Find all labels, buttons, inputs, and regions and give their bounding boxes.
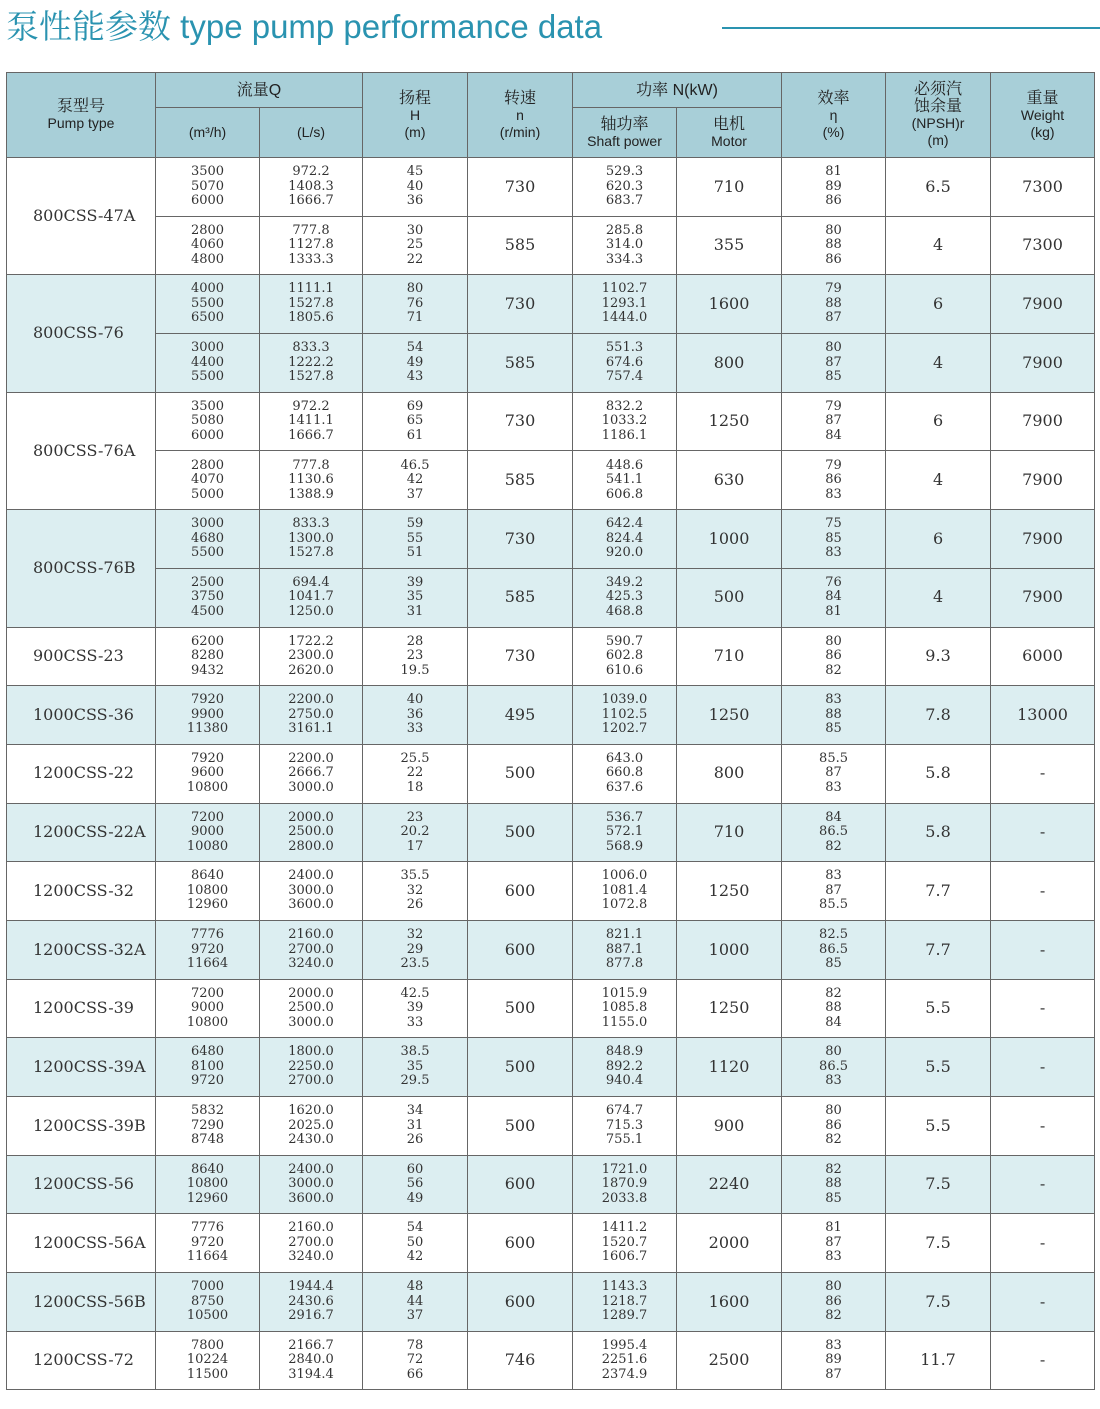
pump-model-cell: 1200CSS-56A bbox=[7, 1214, 156, 1273]
flow-ls-cell: 777.8 1127.8 1333.3 bbox=[260, 216, 363, 275]
head-cell: 69 65 61 bbox=[363, 392, 468, 451]
flow-m3h-cell: 4000 5500 6500 bbox=[156, 275, 260, 334]
weight-cell: 7900 bbox=[991, 334, 1095, 393]
pump-group bbox=[7, 510, 1095, 627]
table-row bbox=[7, 216, 1095, 275]
flow-ls-cell: 2400.0 3000.0 3600.0 bbox=[260, 1155, 363, 1214]
flow-m3h-cell: 3000 4680 5500 bbox=[156, 510, 260, 569]
flow-ls-cell: 1111.1 1527.8 1805.6 bbox=[260, 275, 363, 334]
npsh-cell: 5.5 bbox=[886, 979, 991, 1038]
weight-cell: - bbox=[991, 979, 1095, 1038]
speed-cell: 730 bbox=[468, 392, 573, 451]
efficiency-cell: 75 85 83 bbox=[782, 510, 886, 569]
head-cell: 28 23 19.5 bbox=[363, 627, 468, 686]
pump-group bbox=[7, 862, 1095, 921]
motor-cell: 1000 bbox=[677, 920, 782, 979]
pump-group bbox=[7, 1273, 1095, 1332]
flow-m3h-cell: 2800 4060 4800 bbox=[156, 216, 260, 275]
efficiency-cell: 85.5 87 83 bbox=[782, 744, 886, 803]
flow-ls-cell: 2000.0 2500.0 2800.0 bbox=[260, 803, 363, 862]
pump-group bbox=[7, 392, 1095, 509]
pump-model-cell: 1200CSS-56 bbox=[7, 1155, 156, 1214]
npsh-cell: 6 bbox=[886, 392, 991, 451]
shaft-power-cell: 821.1 887.1 877.8 bbox=[573, 920, 677, 979]
motor-cell: 2500 bbox=[677, 1331, 782, 1390]
flow-ls-cell: 1800.0 2250.0 2700.0 bbox=[260, 1038, 363, 1097]
shaft-power-cell: 1721.0 1870.9 2033.8 bbox=[573, 1155, 677, 1214]
table-row bbox=[7, 1038, 1095, 1097]
head-cell: 45 40 36 bbox=[363, 158, 468, 217]
weight-cell: - bbox=[991, 1097, 1095, 1156]
speed-cell: 500 bbox=[468, 803, 573, 862]
table-row bbox=[7, 686, 1095, 745]
motor-cell: 710 bbox=[677, 803, 782, 862]
weight-cell: - bbox=[991, 862, 1095, 921]
flow-ls-cell: 2166.7 2840.0 3194.4 bbox=[260, 1331, 363, 1390]
npsh-cell: 6.5 bbox=[886, 158, 991, 217]
shaft-power-cell: 551.3 674.6 757.4 bbox=[573, 334, 677, 393]
flow-ls-cell: 833.3 1222.2 1527.8 bbox=[260, 334, 363, 393]
pump-group bbox=[7, 920, 1095, 979]
motor-cell: 710 bbox=[677, 158, 782, 217]
speed-cell: 500 bbox=[468, 1097, 573, 1156]
pump-model-cell: 1200CSS-56B bbox=[7, 1273, 156, 1332]
weight-cell: 6000 bbox=[991, 627, 1095, 686]
flow-ls-cell: 2160.0 2700.0 3240.0 bbox=[260, 1214, 363, 1273]
speed-cell: 585 bbox=[468, 451, 573, 510]
table-row bbox=[7, 1097, 1095, 1156]
npsh-cell: 6 bbox=[886, 510, 991, 569]
efficiency-cell: 80 87 85 bbox=[782, 334, 886, 393]
flow-m3h-cell: 2500 3750 4500 bbox=[156, 568, 260, 627]
weight-cell: - bbox=[991, 1273, 1095, 1332]
speed-cell: 500 bbox=[468, 979, 573, 1038]
head-cell: 38.5 35 29.5 bbox=[363, 1038, 468, 1097]
flow-m3h-cell: 7200 9000 10080 bbox=[156, 803, 260, 862]
flow-ls-cell: 972.2 1411.1 1666.7 bbox=[260, 392, 363, 451]
flow-ls-cell: 2200.0 2750.0 3161.1 bbox=[260, 686, 363, 745]
table-row bbox=[7, 1214, 1095, 1273]
head-cell: 34 31 26 bbox=[363, 1097, 468, 1156]
flow-ls-cell: 694.4 1041.7 1250.0 bbox=[260, 568, 363, 627]
weight-cell: - bbox=[991, 1038, 1095, 1097]
pump-group bbox=[7, 744, 1095, 803]
head-cell: 48 44 37 bbox=[363, 1273, 468, 1332]
header-npsh: 必须汽 蚀余量 (NPSH)r (m) bbox=[886, 73, 991, 158]
speed-cell: 500 bbox=[468, 744, 573, 803]
pump-model-cell: 900CSS-23 bbox=[7, 627, 156, 686]
head-cell: 30 25 22 bbox=[363, 216, 468, 275]
speed-cell: 730 bbox=[468, 627, 573, 686]
table-row bbox=[7, 158, 1095, 217]
speed-cell: 730 bbox=[468, 510, 573, 569]
table-row bbox=[7, 627, 1095, 686]
pump-model-cell: 1200CSS-22 bbox=[7, 744, 156, 803]
npsh-cell: 7.7 bbox=[886, 920, 991, 979]
pump-group bbox=[7, 627, 1095, 686]
speed-cell: 730 bbox=[468, 158, 573, 217]
table-row bbox=[7, 392, 1095, 451]
speed-cell: 730 bbox=[468, 275, 573, 334]
motor-cell: 2240 bbox=[677, 1155, 782, 1214]
shaft-power-cell: 642.4 824.4 920.0 bbox=[573, 510, 677, 569]
table-row bbox=[7, 920, 1095, 979]
shaft-power-cell: 1006.0 1081.4 1072.8 bbox=[573, 862, 677, 921]
flow-m3h-cell: 5832 7290 8748 bbox=[156, 1097, 260, 1156]
header-efficiency: 效率 η (%) bbox=[782, 73, 886, 158]
table-row bbox=[7, 862, 1095, 921]
pump-model-cell: 1200CSS-22A bbox=[7, 803, 156, 862]
pump-group bbox=[7, 979, 1095, 1038]
header-flow-ls: (L/s) bbox=[260, 108, 363, 158]
table-header bbox=[7, 73, 1095, 158]
efficiency-cell: 82 88 85 bbox=[782, 1155, 886, 1214]
weight-cell: 7300 bbox=[991, 158, 1095, 217]
pump-model-cell: 800CSS-76B bbox=[7, 510, 156, 627]
shaft-power-cell: 1102.7 1293.1 1444.0 bbox=[573, 275, 677, 334]
weight-cell: 7900 bbox=[991, 568, 1095, 627]
flow-m3h-cell: 3500 5070 6000 bbox=[156, 158, 260, 217]
header-flow: 流量Q bbox=[156, 73, 363, 108]
flow-ls-cell: 2200.0 2666.7 3000.0 bbox=[260, 744, 363, 803]
head-cell: 32 29 23.5 bbox=[363, 920, 468, 979]
table-row bbox=[7, 334, 1095, 393]
npsh-cell: 7.7 bbox=[886, 862, 991, 921]
head-cell: 40 36 33 bbox=[363, 686, 468, 745]
pump-group bbox=[7, 1155, 1095, 1214]
motor-cell: 800 bbox=[677, 334, 782, 393]
table-row bbox=[7, 1273, 1095, 1332]
flow-m3h-cell: 7000 8750 10500 bbox=[156, 1273, 260, 1332]
efficiency-cell: 80 86 82 bbox=[782, 1097, 886, 1156]
weight-cell: - bbox=[991, 1331, 1095, 1390]
speed-cell: 600 bbox=[468, 1155, 573, 1214]
header-pump-type: 泵型号 Pump type bbox=[7, 73, 156, 158]
pump-model-cell: 1200CSS-39A bbox=[7, 1038, 156, 1097]
efficiency-cell: 83 88 85 bbox=[782, 686, 886, 745]
head-cell: 42.5 39 33 bbox=[363, 979, 468, 1038]
speed-cell: 500 bbox=[468, 1038, 573, 1097]
shaft-power-cell: 848.9 892.2 940.4 bbox=[573, 1038, 677, 1097]
npsh-cell: 5.8 bbox=[886, 744, 991, 803]
table-row bbox=[7, 979, 1095, 1038]
table-row bbox=[7, 451, 1095, 510]
table-row bbox=[7, 568, 1095, 627]
motor-cell: 710 bbox=[677, 627, 782, 686]
efficiency-cell: 82 88 84 bbox=[782, 979, 886, 1038]
efficiency-cell: 80 86.5 83 bbox=[782, 1038, 886, 1097]
table-row bbox=[7, 275, 1095, 334]
motor-cell: 1600 bbox=[677, 275, 782, 334]
header-shaft-power: 轴功率 Shaft power bbox=[573, 108, 677, 158]
shaft-power-cell: 349.2 425.3 468.8 bbox=[573, 568, 677, 627]
weight-cell: - bbox=[991, 1214, 1095, 1273]
motor-cell: 1250 bbox=[677, 686, 782, 745]
header-motor: 电机 Motor bbox=[677, 108, 782, 158]
flow-ls-cell: 777.8 1130.6 1388.9 bbox=[260, 451, 363, 510]
motor-cell: 2000 bbox=[677, 1214, 782, 1273]
motor-cell: 500 bbox=[677, 568, 782, 627]
head-cell: 39 35 31 bbox=[363, 568, 468, 627]
flow-m3h-cell: 7776 9720 11664 bbox=[156, 1214, 260, 1273]
weight-cell: - bbox=[991, 1155, 1095, 1214]
npsh-cell: 5.5 bbox=[886, 1097, 991, 1156]
speed-cell: 585 bbox=[468, 334, 573, 393]
motor-cell: 1250 bbox=[677, 392, 782, 451]
header-flow-m3h: (m³/h) bbox=[156, 108, 260, 158]
npsh-cell: 7.5 bbox=[886, 1273, 991, 1332]
shaft-power-cell: 590.7 602.8 610.6 bbox=[573, 627, 677, 686]
flow-ls-cell: 972.2 1408.3 1666.7 bbox=[260, 158, 363, 217]
flow-ls-cell: 2400.0 3000.0 3600.0 bbox=[260, 862, 363, 921]
speed-cell: 600 bbox=[468, 1273, 573, 1332]
speed-cell: 600 bbox=[468, 862, 573, 921]
motor-cell: 1000 bbox=[677, 510, 782, 569]
pump-model-cell: 1200CSS-39 bbox=[7, 979, 156, 1038]
efficiency-cell: 76 84 81 bbox=[782, 568, 886, 627]
pump-model-cell: 800CSS-76 bbox=[7, 275, 156, 392]
flow-m3h-cell: 7800 10224 11500 bbox=[156, 1331, 260, 1390]
weight-cell: - bbox=[991, 920, 1095, 979]
header-weight: 重量 Weight (kg) bbox=[991, 73, 1095, 158]
pump-model-cell: 1000CSS-36 bbox=[7, 686, 156, 745]
pump-model-cell: 1200CSS-39B bbox=[7, 1097, 156, 1156]
shaft-power-cell: 1015.9 1085.8 1155.0 bbox=[573, 979, 677, 1038]
flow-ls-cell: 1722.2 2300.0 2620.0 bbox=[260, 627, 363, 686]
head-cell: 54 49 43 bbox=[363, 334, 468, 393]
flow-ls-cell: 2000.0 2500.0 3000.0 bbox=[260, 979, 363, 1038]
shaft-power-cell: 1143.3 1218.7 1289.7 bbox=[573, 1273, 677, 1332]
pump-group bbox=[7, 275, 1095, 392]
flow-m3h-cell: 7920 9600 10800 bbox=[156, 744, 260, 803]
efficiency-cell: 80 88 86 bbox=[782, 216, 886, 275]
npsh-cell: 7.5 bbox=[886, 1155, 991, 1214]
head-cell: 59 55 51 bbox=[363, 510, 468, 569]
flow-m3h-cell: 7200 9000 10800 bbox=[156, 979, 260, 1038]
npsh-cell: 5.8 bbox=[886, 803, 991, 862]
efficiency-cell: 83 87 85.5 bbox=[782, 862, 886, 921]
flow-m3h-cell: 8640 10800 12960 bbox=[156, 862, 260, 921]
table-row bbox=[7, 744, 1095, 803]
weight-cell: 7900 bbox=[991, 510, 1095, 569]
shaft-power-cell: 1039.0 1102.5 1202.7 bbox=[573, 686, 677, 745]
shaft-power-cell: 285.8 314.0 334.3 bbox=[573, 216, 677, 275]
efficiency-cell: 81 89 86 bbox=[782, 158, 886, 217]
speed-cell: 495 bbox=[468, 686, 573, 745]
header-head: 扬程 H (m) bbox=[363, 73, 468, 158]
motor-cell: 1600 bbox=[677, 1273, 782, 1332]
npsh-cell: 4 bbox=[886, 334, 991, 393]
pump-group bbox=[7, 803, 1095, 862]
head-cell: 25.5 22 18 bbox=[363, 744, 468, 803]
efficiency-cell: 80 86 82 bbox=[782, 627, 886, 686]
weight-cell: 7900 bbox=[991, 392, 1095, 451]
pump-group bbox=[7, 1038, 1095, 1097]
shaft-power-cell: 448.6 541.1 606.8 bbox=[573, 451, 677, 510]
table-row bbox=[7, 803, 1095, 862]
head-cell: 60 56 49 bbox=[363, 1155, 468, 1214]
efficiency-cell: 84 86.5 82 bbox=[782, 803, 886, 862]
flow-m3h-cell: 2800 4070 5000 bbox=[156, 451, 260, 510]
pump-group bbox=[7, 1331, 1095, 1390]
pump-model-cell: 1200CSS-32A bbox=[7, 920, 156, 979]
motor-cell: 630 bbox=[677, 451, 782, 510]
speed-cell: 600 bbox=[468, 1214, 573, 1273]
flow-m3h-cell: 6200 8280 9432 bbox=[156, 627, 260, 686]
efficiency-cell: 83 89 87 bbox=[782, 1331, 886, 1390]
table-row bbox=[7, 1155, 1095, 1214]
motor-cell: 355 bbox=[677, 216, 782, 275]
weight-cell: - bbox=[991, 744, 1095, 803]
shaft-power-cell: 832.2 1033.2 1186.1 bbox=[573, 392, 677, 451]
head-cell: 54 50 42 bbox=[363, 1214, 468, 1273]
weight-cell: 7300 bbox=[991, 216, 1095, 275]
flow-m3h-cell: 7776 9720 11664 bbox=[156, 920, 260, 979]
npsh-cell: 9.3 bbox=[886, 627, 991, 686]
header-speed: 转速 n (r/min) bbox=[468, 73, 573, 158]
performance-table bbox=[6, 72, 1095, 1390]
head-cell: 23 20.2 17 bbox=[363, 803, 468, 862]
shaft-power-cell: 674.7 715.3 755.1 bbox=[573, 1097, 677, 1156]
shaft-power-cell: 643.0 660.8 637.6 bbox=[573, 744, 677, 803]
shaft-power-cell: 1411.2 1520.7 1606.7 bbox=[573, 1214, 677, 1273]
efficiency-cell: 79 88 87 bbox=[782, 275, 886, 334]
efficiency-cell: 81 87 83 bbox=[782, 1214, 886, 1273]
flow-m3h-cell: 7920 9900 11380 bbox=[156, 686, 260, 745]
npsh-cell: 6 bbox=[886, 275, 991, 334]
pump-group bbox=[7, 1214, 1095, 1273]
pump-model-cell: 800CSS-76A bbox=[7, 392, 156, 509]
efficiency-cell: 82.5 86.5 85 bbox=[782, 920, 886, 979]
motor-cell: 900 bbox=[677, 1097, 782, 1156]
motor-cell: 800 bbox=[677, 744, 782, 803]
flow-m3h-cell: 6480 8100 9720 bbox=[156, 1038, 260, 1097]
shaft-power-cell: 529.3 620.3 683.7 bbox=[573, 158, 677, 217]
weight-cell: 13000 bbox=[991, 686, 1095, 745]
weight-cell: - bbox=[991, 803, 1095, 862]
page-title: 泵性能参数 type pump performance data bbox=[6, 8, 603, 45]
head-cell: 35.5 32 26 bbox=[363, 862, 468, 921]
table-row bbox=[7, 1331, 1095, 1390]
head-cell: 80 76 71 bbox=[363, 275, 468, 334]
pump-model-cell: 800CSS-47A bbox=[7, 158, 156, 275]
shaft-power-cell: 536.7 572.1 568.9 bbox=[573, 803, 677, 862]
shaft-power-cell: 1995.4 2251.6 2374.9 bbox=[573, 1331, 677, 1390]
flow-m3h-cell: 8640 10800 12960 bbox=[156, 1155, 260, 1214]
title-rule bbox=[722, 27, 1100, 29]
weight-cell: 7900 bbox=[991, 275, 1095, 334]
flow-m3h-cell: 3500 5080 6000 bbox=[156, 392, 260, 451]
npsh-cell: 7.5 bbox=[886, 1214, 991, 1273]
motor-cell: 1250 bbox=[677, 979, 782, 1038]
flow-ls-cell: 1620.0 2025.0 2430.0 bbox=[260, 1097, 363, 1156]
weight-cell: 7900 bbox=[991, 451, 1095, 510]
pump-group bbox=[7, 686, 1095, 745]
flow-ls-cell: 833.3 1300.0 1527.8 bbox=[260, 510, 363, 569]
flow-m3h-cell: 3000 4400 5500 bbox=[156, 334, 260, 393]
speed-cell: 585 bbox=[468, 216, 573, 275]
flow-ls-cell: 1944.4 2430.6 2916.7 bbox=[260, 1273, 363, 1332]
efficiency-cell: 79 87 84 bbox=[782, 392, 886, 451]
npsh-cell: 4 bbox=[886, 568, 991, 627]
motor-cell: 1250 bbox=[677, 862, 782, 921]
table-row bbox=[7, 510, 1095, 569]
speed-cell: 600 bbox=[468, 920, 573, 979]
npsh-cell: 4 bbox=[886, 451, 991, 510]
efficiency-cell: 79 86 83 bbox=[782, 451, 886, 510]
speed-cell: 746 bbox=[468, 1331, 573, 1390]
pump-model-cell: 1200CSS-72 bbox=[7, 1331, 156, 1390]
pump-model-cell: 1200CSS-32 bbox=[7, 862, 156, 921]
speed-cell: 585 bbox=[468, 568, 573, 627]
head-cell: 46.5 42 37 bbox=[363, 451, 468, 510]
npsh-cell: 5.5 bbox=[886, 1038, 991, 1097]
pump-group bbox=[7, 1097, 1095, 1156]
pump-group bbox=[7, 158, 1095, 275]
head-cell: 78 72 66 bbox=[363, 1331, 468, 1390]
flow-ls-cell: 2160.0 2700.0 3240.0 bbox=[260, 920, 363, 979]
npsh-cell: 4 bbox=[886, 216, 991, 275]
motor-cell: 1120 bbox=[677, 1038, 782, 1097]
npsh-cell: 11.7 bbox=[886, 1331, 991, 1390]
header-power: 功率 N(kW) bbox=[573, 73, 782, 108]
efficiency-cell: 80 86 82 bbox=[782, 1273, 886, 1332]
npsh-cell: 7.8 bbox=[886, 686, 991, 745]
